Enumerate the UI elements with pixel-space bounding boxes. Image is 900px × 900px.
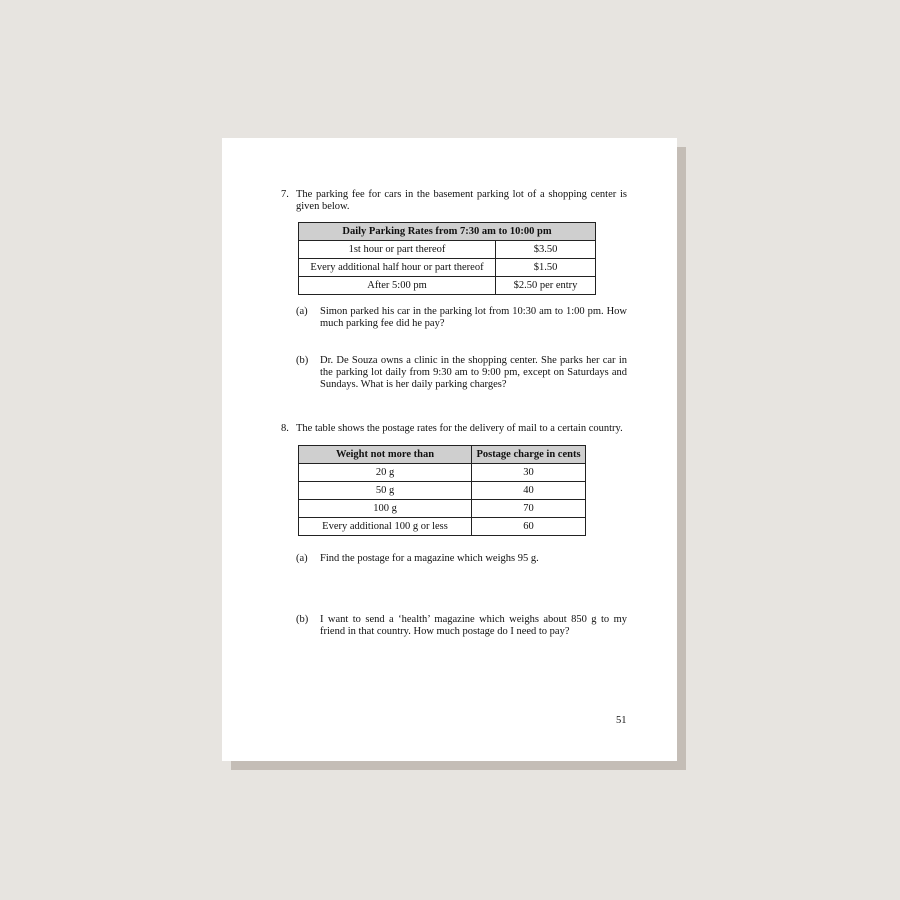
table-row (299, 259, 596, 277)
page-number: 51 (616, 715, 627, 726)
table-row (299, 518, 586, 536)
document-page (222, 138, 677, 761)
table-row (299, 241, 596, 259)
table-row (299, 277, 596, 295)
question-7b-text: Dr. De Souza owns a clinic in the shopping center. She parks her car in the parking lot daily from 9:30 am to 9:00 pm, except on Saturdays and Sundays. What is her daily parking charges? (320, 355, 627, 390)
charge-cell: 70 (472, 500, 586, 518)
question-8a-label: (a) (296, 553, 308, 564)
weight-cell: 50 g (299, 482, 472, 500)
weight-cell: 100 g (299, 500, 472, 518)
weight-column-header: Weight not more than (299, 446, 472, 464)
question-8b-text: I want to send a ‘health’ magazine which weighs about 850 g to my friend in that country. How much postage do I need to pay? (320, 614, 627, 637)
rate-label: 1st hour or part thereof (299, 241, 496, 259)
postage-rates-table (298, 445, 586, 536)
question-7a-text: Simon parked his car in the parking lot from 10:30 am to 1:00 pm. How much parking fee did he pay? (320, 306, 627, 329)
charge-column-header: Postage charge in cents (472, 446, 586, 464)
question-8b-label: (b) (296, 614, 309, 625)
parking-rates-header: Daily Parking Rates from 7:30 am to 10:00 pm (299, 223, 596, 241)
rate-label: Every additional half hour or part thereof (299, 259, 496, 277)
charge-cell: 60 (472, 518, 586, 536)
rate-value: $2.50 per entry (496, 277, 596, 295)
weight-cell: Every additional 100 g or less (299, 518, 472, 536)
question-8a-text: Find the postage for a magazine which weighs 95 g. (320, 553, 539, 564)
table-row (299, 482, 586, 500)
question-7-text: The parking fee for cars in the basement parking lot of a shopping center is given below. (296, 189, 627, 212)
table-row (299, 464, 586, 482)
question-8-number: 8. (281, 423, 289, 434)
question-7b-label: (b) (296, 355, 309, 366)
question-7a-label: (a) (296, 306, 308, 317)
charge-cell: 30 (472, 464, 586, 482)
table-row (299, 500, 586, 518)
question-8-text: The table shows the postage rates for the delivery of mail to a certain country. (296, 423, 623, 434)
rate-value: $3.50 (496, 241, 596, 259)
charge-cell: 40 (472, 482, 586, 500)
question-7-number: 7. (281, 189, 289, 200)
weight-cell: 20 g (299, 464, 472, 482)
parking-rates-table (298, 222, 596, 295)
rate-value: $1.50 (496, 259, 596, 277)
rate-label: After 5:00 pm (299, 277, 496, 295)
